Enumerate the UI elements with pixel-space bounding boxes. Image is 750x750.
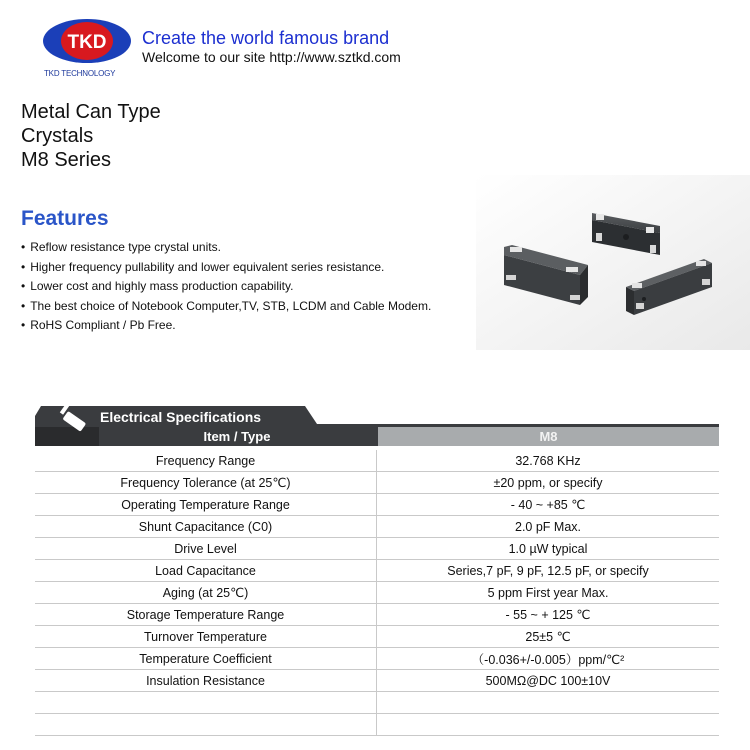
spec-value: 32.768 KHz — [377, 450, 720, 472]
feature-item: • The best choice of Notebook Computer,TV, STB, LCDM and Cable Modem. — [21, 297, 431, 317]
spec-item — [35, 714, 377, 736]
table-row — [35, 538, 719, 560]
spec-value: 1.0 µW typical — [377, 538, 720, 560]
spec-item: Storage Temperature Range — [35, 604, 377, 626]
spec-item: Load Capacitance — [35, 560, 377, 582]
table-row — [35, 472, 719, 494]
table-row — [35, 714, 719, 736]
spec-section-title: Electrical Specifications — [100, 409, 262, 425]
spec-item: Insulation Resistance — [35, 670, 377, 692]
brand-slogan: Create the world famous brand — [142, 28, 390, 48]
spec-item: Frequency Tolerance (at 25℃) — [35, 472, 377, 494]
welcome-text: Welcome to our site http://www.sztkd.com — [142, 49, 401, 65]
spec-item: Temperature Coefficient — [35, 648, 377, 670]
spec-value: （-0.036+/-0.005）ppm/℃² — [377, 648, 720, 670]
spec-item: Drive Level — [35, 538, 377, 560]
spec-table — [35, 450, 719, 736]
logo-text: TKD — [67, 32, 107, 53]
table-row — [35, 604, 719, 626]
spec-item — [35, 692, 377, 714]
product-title — [21, 100, 161, 172]
spec-item: Operating Temperature Range — [35, 494, 377, 516]
table-row — [35, 516, 719, 538]
spec-item: Aging (at 25℃) — [35, 582, 377, 604]
spec-value: ±20 ppm, or specify — [377, 472, 720, 494]
table-row — [35, 670, 719, 692]
table-row — [35, 692, 719, 714]
features-heading: Features — [21, 207, 109, 230]
product-photo — [476, 175, 750, 350]
feature-item: • RoHS Compliant / Pb Free. — [21, 316, 431, 336]
product-title-line: M8 Series — [21, 149, 112, 171]
feature-item: • Reflow resistance type crystal units. — [21, 238, 431, 258]
spec-value — [377, 714, 720, 736]
feature-item: • Higher frequency pullability and lower equivalent series resistance. — [21, 258, 431, 278]
tkd-logo — [42, 18, 132, 66]
features-list — [21, 238, 431, 336]
table-row — [35, 494, 719, 516]
spec-value: Series,7 pF, 9 pF, 12.5 pF, or specify — [377, 560, 720, 582]
logo-subtitle: TKD TECHNOLOGY — [44, 69, 116, 78]
product-title-line: Metal Can Type — [21, 101, 161, 123]
table-row — [35, 560, 719, 582]
spec-item: Frequency Range — [35, 450, 377, 472]
column-header-item: Item / Type — [203, 429, 271, 444]
spec-value — [377, 692, 720, 714]
spec-item: Turnover Temperature — [35, 626, 377, 648]
spec-value: 25±5 ℃ — [377, 626, 720, 648]
table-row — [35, 648, 719, 670]
spec-value: 5 ppm First year Max. — [377, 582, 720, 604]
spec-item: Shunt Capacitance (C0) — [35, 516, 377, 538]
spec-value: 2.0 pF Max. — [377, 516, 720, 538]
column-header-type: M8 — [539, 429, 558, 444]
spec-value: - 55 ~ + 125 ℃ — [377, 604, 720, 626]
table-row — [35, 582, 719, 604]
spec-value: 500MΩ@DC 100±10V — [377, 670, 720, 692]
spec-value: - 40 ~ +85 ℃ — [377, 494, 720, 516]
table-row — [35, 626, 719, 648]
feature-item: • Lower cost and highly mass production capability. — [21, 277, 431, 297]
product-title-line: Crystals — [21, 125, 94, 147]
table-row — [35, 450, 719, 472]
